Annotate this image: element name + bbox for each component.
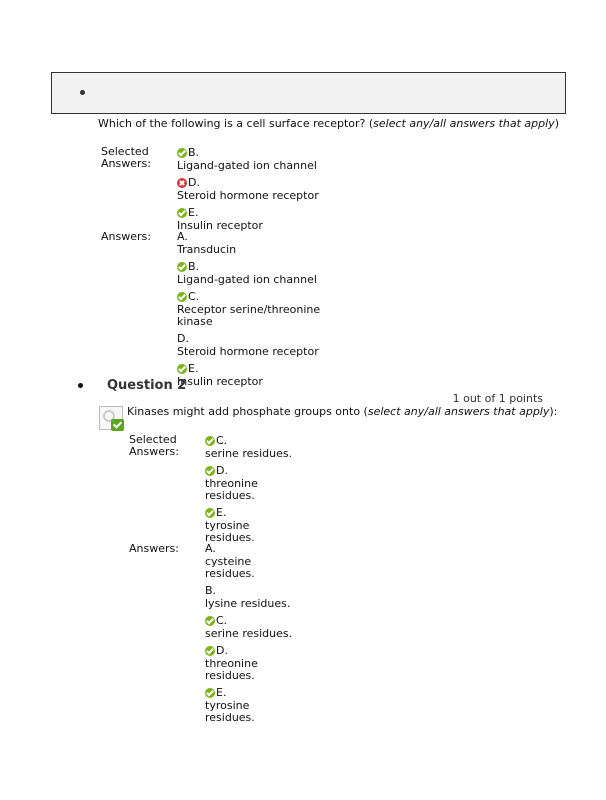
answer-item: [205, 542, 295, 580]
question-2-text: Kinases might add phosphate groups onto (select any/all answers that apply):: [127, 405, 558, 418]
question-1-header-box: [51, 72, 566, 114]
answer-item: [205, 614, 295, 640]
answer-text: serine residues.: [205, 447, 293, 460]
answer-text: serine residues.: [205, 627, 293, 640]
answer-text: threonine residues.: [205, 477, 258, 502]
answer-letter: E.: [205, 506, 295, 520]
answer-letter: D.: [205, 464, 295, 478]
answer-item: [205, 506, 295, 544]
answer-letter: E.: [177, 206, 327, 220]
answer-letter: A.: [205, 542, 216, 555]
answer-letter: A.: [177, 230, 188, 243]
q1-answers-list: [177, 230, 327, 392]
check-circle-icon: [205, 646, 215, 656]
answer-text: Insulin receptor: [177, 219, 263, 232]
answer-text: Insulin receptor: [177, 375, 263, 388]
answer-item: [205, 464, 295, 502]
answer-letter: B.: [205, 584, 217, 597]
answer-text: Steroid hormone receptor: [177, 345, 319, 358]
answer-item: [177, 146, 327, 172]
answer-text: Ligand-gated ion channel: [177, 159, 317, 172]
check-circle-icon: [177, 148, 187, 158]
question-1-text: Which of the following is a cell surface receptor? (select any/all answers that apply): [98, 117, 559, 130]
bullet-icon: [80, 90, 85, 95]
check-circle-icon: [177, 364, 187, 374]
question-graded-icon: [99, 406, 123, 430]
answer-item: [177, 260, 327, 286]
answer-text: tyrosine residues.: [205, 519, 255, 544]
q1-selected-answers-label: Selected Answers:: [101, 145, 151, 170]
answer-letter: D.: [177, 332, 189, 345]
x-circle-icon: [177, 178, 187, 188]
answer-item: [205, 686, 295, 724]
answer-text: threonine residues.: [205, 657, 258, 682]
check-circle-icon: [205, 508, 215, 518]
answer-text: lysine residues.: [205, 597, 291, 610]
answer-text: Steroid hormone receptor: [177, 189, 319, 202]
q1-selected-answers-list: [177, 146, 327, 236]
answer-item: [205, 644, 295, 682]
check-circle-icon: [205, 436, 215, 446]
answer-text: Ligand-gated ion channel: [177, 273, 317, 286]
answer-letter: B.: [177, 260, 327, 274]
check-circle-icon: [177, 262, 187, 272]
answer-letter: C.: [205, 434, 295, 448]
answer-letter: E.: [205, 686, 295, 700]
answer-text: Receptor serine/threonine kinase: [177, 303, 321, 328]
q2-answers-list: [205, 542, 295, 728]
answer-item: [177, 206, 327, 232]
check-circle-icon: [177, 208, 187, 218]
answer-text: Transducin: [177, 243, 237, 256]
answer-item: [177, 290, 327, 328]
answer-item: [177, 176, 327, 202]
answer-letter: C.: [205, 614, 295, 628]
answer-text: tyrosine residues.: [205, 699, 255, 724]
question-2-heading: Question 2: [78, 378, 186, 393]
answer-letter: E.: [177, 362, 327, 376]
q2-selected-answers-list: [205, 434, 295, 548]
answer-letter: B.: [177, 146, 327, 160]
q1-answers-label: Answers:: [101, 230, 151, 243]
answer-item: [177, 332, 327, 358]
answer-item: [205, 434, 295, 460]
bullet-icon: [78, 383, 83, 388]
q2-selected-answers-label: Selected Answers:: [129, 433, 179, 458]
check-circle-icon: [177, 292, 187, 302]
answer-item: [177, 362, 327, 388]
answer-item: [205, 584, 295, 610]
check-circle-icon: [205, 466, 215, 476]
check-circle-icon: [205, 688, 215, 698]
question-2-points: 1 out of 1 points: [452, 392, 543, 405]
q2-answers-label: Answers:: [129, 542, 179, 555]
answer-text: cysteine residues.: [205, 555, 255, 580]
answer-letter: C.: [177, 290, 327, 304]
answer-letter: D.: [177, 176, 327, 190]
answer-letter: D.: [205, 644, 295, 658]
check-circle-icon: [205, 616, 215, 626]
answer-item: [177, 230, 327, 256]
